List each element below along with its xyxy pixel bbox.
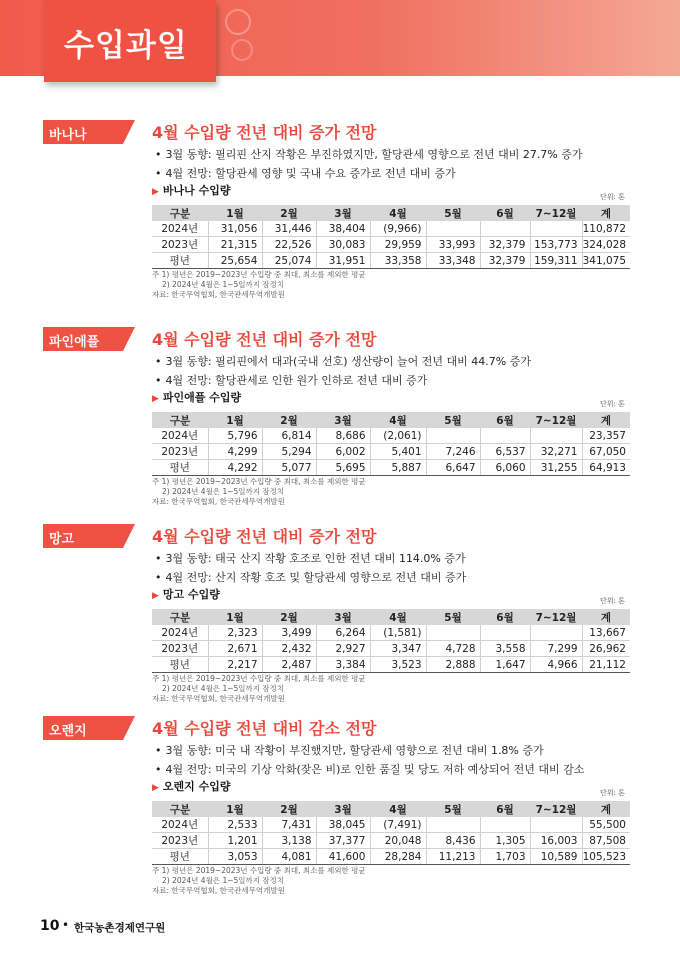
footnote [152, 270, 366, 300]
footnote [152, 674, 366, 704]
table-row [152, 460, 630, 476]
bullet-text: 4월 전망: 미국의 기상 악화(잦은 비)로 인한 품질 및 당도 저하 예상되어 전년 대비 감소 [165, 763, 585, 776]
bullet-dot-icon: • [155, 763, 162, 776]
table-cell: 1,201 [208, 833, 262, 849]
column-header: 6월 [480, 801, 530, 817]
footer-organization: 한국농촌경제연구원 [74, 922, 166, 934]
column-header: 구분 [152, 801, 208, 817]
footnote-line-2: 2) 2024년 4월은 1~5일까지 잠정치 [162, 876, 285, 885]
column-header: 5월 [426, 412, 480, 428]
import-table [152, 205, 630, 269]
column-header: 5월 [426, 205, 480, 221]
column-header: 4월 [370, 412, 426, 428]
table-cell [480, 428, 530, 444]
table-cell: 5,077 [262, 460, 316, 476]
column-header: 6월 [480, 412, 530, 428]
footnote [152, 477, 366, 507]
bullet-text: 3월 동향: 태국 산지 작황 호조로 인한 전년 대비 114.0% 증가 [165, 552, 466, 565]
table-cell [530, 221, 582, 237]
table-title-text: 망고 수입량 [162, 588, 220, 601]
table-cell: 38,045 [316, 817, 370, 833]
bullet-item [155, 742, 544, 758]
column-header: 7~12월 [530, 801, 582, 817]
bullet-dot-icon: • [155, 148, 162, 161]
table-cell: 41,600 [316, 849, 370, 865]
table-cell: 2,533 [208, 817, 262, 833]
bullet-dot-icon: • [155, 744, 162, 757]
table-title [152, 182, 231, 198]
table-row [152, 849, 630, 865]
table-title [152, 586, 220, 602]
table-cell: 33,348 [426, 253, 480, 269]
page-title: 수입과일 [64, 28, 188, 64]
bullet-item [155, 761, 584, 777]
bullet-text: 4월 전망: 할당관세 영향 및 국내 수요 증가로 전년 대비 증가 [165, 167, 456, 180]
bullet-item [155, 550, 466, 566]
table-cell: 31,056 [208, 221, 262, 237]
table-cell: 2023년 [152, 641, 208, 657]
triangle-right-icon: ▶ [152, 783, 159, 793]
footnote-source: 자료: 한국무역협회, 한국관세무역개발원 [152, 694, 285, 703]
section-headline: 4월 수입량 전년 대비 증가 전망 [152, 123, 377, 142]
section-headline: 4월 수입량 전년 대비 증가 전망 [152, 330, 377, 349]
footnote-line-2: 2) 2024년 4월은 1~5일까지 잠정치 [162, 280, 285, 289]
column-header: 계 [582, 801, 630, 817]
table-cell: 23,357 [582, 428, 630, 444]
category-tag-label: 파인애플 [49, 335, 100, 350]
import-table [152, 609, 630, 673]
table-cell: 2,487 [262, 657, 316, 673]
table-cell: 37,377 [316, 833, 370, 849]
table-cell: 6,264 [316, 625, 370, 641]
bullet-item [155, 146, 583, 162]
table-cell: 2024년 [152, 428, 208, 444]
column-header: 7~12월 [530, 205, 582, 221]
table-cell: 153,773 [530, 237, 582, 253]
table-cell: 341,075 [582, 253, 630, 269]
table-cell: 8,686 [316, 428, 370, 444]
unit-label: 단위: 톤 [600, 193, 625, 201]
table-cell: 87,508 [582, 833, 630, 849]
column-header: 구분 [152, 609, 208, 625]
table-header-row [152, 801, 630, 817]
footnote-source: 자료: 한국무역협회, 한국관세무역개발원 [152, 886, 285, 895]
table-cell: 6,002 [316, 444, 370, 460]
table-cell: 30,083 [316, 237, 370, 253]
table-cell: 2,888 [426, 657, 480, 673]
table-cell: 22,526 [262, 237, 316, 253]
table-cell: (9,966) [370, 221, 426, 237]
column-header: 7~12월 [530, 412, 582, 428]
column-header: 2월 [262, 205, 316, 221]
bullet-text: 3월 동향: 필리핀 산지 작황은 부진하였지만, 할당관세 영향으로 전년 대비 27.7% 증가 [165, 148, 583, 161]
table-cell: 1,703 [480, 849, 530, 865]
table-cell: 2024년 [152, 625, 208, 641]
table-title-text: 오렌지 수입량 [162, 780, 231, 793]
table-title-text: 파인애플 수입량 [162, 391, 242, 404]
table-cell: 3,558 [480, 641, 530, 657]
table-cell: 4,081 [262, 849, 316, 865]
bullet-text: 3월 동향: 미국 내 작황이 부진했지만, 할당관세 영향으로 전년 대비 1.8% 증가 [165, 744, 544, 757]
bullet-dot-icon: • [155, 571, 162, 584]
table-cell: 2024년 [152, 221, 208, 237]
table-cell: 5,294 [262, 444, 316, 460]
footnote-source: 자료: 한국무역협회, 한국관세무역개발원 [152, 290, 285, 299]
table-cell: 67,050 [582, 444, 630, 460]
table-cell: 33,993 [426, 237, 480, 253]
table-cell: 3,384 [316, 657, 370, 673]
footnote-line-2: 2) 2024년 4월은 1~5일까지 잠정치 [162, 487, 285, 496]
table-cell: 11,213 [426, 849, 480, 865]
table-row [152, 817, 630, 833]
footnote [152, 866, 366, 896]
table-row [152, 657, 630, 673]
table-cell: 3,347 [370, 641, 426, 657]
table-cell: 2023년 [152, 833, 208, 849]
table-cell: 2,323 [208, 625, 262, 641]
table-header-row [152, 412, 630, 428]
table-cell: 5,887 [370, 460, 426, 476]
table-cell: 13,667 [582, 625, 630, 641]
page-number: 10 [40, 918, 60, 934]
category-tag [43, 120, 135, 144]
column-header: 구분 [152, 412, 208, 428]
table-row [152, 444, 630, 460]
table-header-row [152, 205, 630, 221]
table-cell [530, 625, 582, 641]
table-cell: 7,246 [426, 444, 480, 460]
table-title [152, 778, 231, 794]
triangle-right-icon: ▶ [152, 394, 159, 404]
table-cell: 2023년 [152, 237, 208, 253]
column-header: 구분 [152, 205, 208, 221]
column-header: 1월 [208, 205, 262, 221]
category-tag [43, 327, 135, 351]
table-cell: 5,401 [370, 444, 426, 460]
table-row [152, 237, 630, 253]
column-header: 4월 [370, 205, 426, 221]
table-cell: 2024년 [152, 817, 208, 833]
table-cell: 6,647 [426, 460, 480, 476]
import-table [152, 412, 630, 476]
table-cell: 4,292 [208, 460, 262, 476]
table-cell: 21,112 [582, 657, 630, 673]
column-header: 2월 [262, 801, 316, 817]
table-cell [480, 817, 530, 833]
column-header: 계 [582, 412, 630, 428]
footnote-source: 자료: 한국무역협회, 한국관세무역개발원 [152, 497, 285, 506]
category-tag [43, 716, 135, 740]
column-header: 1월 [208, 609, 262, 625]
column-header: 5월 [426, 801, 480, 817]
table-cell: 25,654 [208, 253, 262, 269]
column-header: 1월 [208, 801, 262, 817]
bullet-text: 4월 전망: 할당관세로 인한 원가 인하로 전년 대비 증가 [165, 374, 428, 387]
table-cell: 2,927 [316, 641, 370, 657]
table-cell: 55,500 [582, 817, 630, 833]
table-cell: 5,695 [316, 460, 370, 476]
fruit-decoration-icon [218, 0, 258, 76]
table-cell [530, 817, 582, 833]
bullet-dot-icon: • [155, 355, 162, 368]
table-cell: 38,404 [316, 221, 370, 237]
triangle-right-icon: ▶ [152, 187, 159, 197]
table-cell: 2,671 [208, 641, 262, 657]
table-row [152, 253, 630, 269]
unit-label: 단위: 톤 [600, 400, 625, 408]
table-cell: 31,255 [530, 460, 582, 476]
footer-separator: • [62, 918, 70, 932]
column-header: 3월 [316, 205, 370, 221]
table-cell: 1,647 [480, 657, 530, 673]
table-cell: 28,284 [370, 849, 426, 865]
table-title [152, 389, 241, 405]
table-cell: 16,003 [530, 833, 582, 849]
column-header: 5월 [426, 609, 480, 625]
section-headline: 4월 수입량 전년 대비 감소 전망 [152, 719, 377, 738]
table-cell [426, 625, 480, 641]
category-tag-label: 오렌지 [49, 724, 87, 739]
table-header-row [152, 609, 630, 625]
table-cell: 6,537 [480, 444, 530, 460]
bullet-item [155, 353, 531, 369]
table-cell: 평년 [152, 849, 208, 865]
footnote-line-1: 주 1) 평년은 2019~2023년 수입량 중 최대, 최소를 제외한 평균 [152, 866, 366, 875]
table-cell: 2023년 [152, 444, 208, 460]
column-header: 2월 [262, 412, 316, 428]
table-cell: 110,872 [582, 221, 630, 237]
table-cell: 33,358 [370, 253, 426, 269]
section-headline: 4월 수입량 전년 대비 증가 전망 [152, 527, 377, 546]
table-cell: 4,966 [530, 657, 582, 673]
import-table [152, 801, 630, 865]
table-cell: 32,271 [530, 444, 582, 460]
table-cell: 7,431 [262, 817, 316, 833]
table-cell: 32,379 [480, 253, 530, 269]
table-cell: 7,299 [530, 641, 582, 657]
table-cell: 3,053 [208, 849, 262, 865]
unit-label: 단위: 톤 [600, 597, 625, 605]
table-cell: 31,951 [316, 253, 370, 269]
table-cell: (1,581) [370, 625, 426, 641]
column-header: 6월 [480, 205, 530, 221]
table-row [152, 625, 630, 641]
table-cell [480, 625, 530, 641]
table-cell [426, 428, 480, 444]
bullet-item [155, 165, 456, 181]
category-tag-label: 바나나 [49, 128, 87, 143]
table-cell: 8,436 [426, 833, 480, 849]
table-cell: 6,814 [262, 428, 316, 444]
table-cell: 3,138 [262, 833, 316, 849]
table-cell: (2,061) [370, 428, 426, 444]
bullet-text: 3월 동향: 필리핀에서 대과(국내 선호) 생산량이 늘어 전년 대비 44.7% 증가 [165, 355, 531, 368]
table-cell: 6,060 [480, 460, 530, 476]
table-cell: 5,796 [208, 428, 262, 444]
unit-label: 단위: 톤 [600, 789, 625, 797]
bullet-text: 4월 전망: 산지 작황 호조 및 할당관세 영향으로 전년 대비 증가 [165, 571, 467, 584]
category-tag [43, 524, 135, 548]
table-cell: 10,589 [530, 849, 582, 865]
table-cell: 평년 [152, 460, 208, 476]
table-cell: 4,728 [426, 641, 480, 657]
bullet-item [155, 372, 427, 388]
table-row [152, 641, 630, 657]
table-cell: 26,962 [582, 641, 630, 657]
table-cell [530, 428, 582, 444]
triangle-right-icon: ▶ [152, 591, 159, 601]
bullet-item [155, 569, 466, 585]
column-header: 계 [582, 205, 630, 221]
table-cell [480, 221, 530, 237]
table-cell: 1,305 [480, 833, 530, 849]
column-header: 6월 [480, 609, 530, 625]
table-cell: 2,217 [208, 657, 262, 673]
bullet-dot-icon: • [155, 167, 162, 180]
table-cell: 64,913 [582, 460, 630, 476]
footnote-line-1: 주 1) 평년은 2019~2023년 수입량 중 최대, 최소를 제외한 평균 [152, 674, 366, 683]
column-header: 3월 [316, 609, 370, 625]
table-cell: 324,028 [582, 237, 630, 253]
bullet-dot-icon: • [155, 374, 162, 387]
table-cell: 31,446 [262, 221, 316, 237]
footnote-line-1: 주 1) 평년은 2019~2023년 수입량 중 최대, 최소를 제외한 평균 [152, 477, 366, 486]
footnote-line-1: 주 1) 평년은 2019~2023년 수입량 중 최대, 최소를 제외한 평균 [152, 270, 366, 279]
table-row [152, 221, 630, 237]
table-cell: 21,315 [208, 237, 262, 253]
column-header: 3월 [316, 412, 370, 428]
column-header: 1월 [208, 412, 262, 428]
table-cell [426, 817, 480, 833]
bullet-dot-icon: • [155, 552, 162, 565]
table-row [152, 833, 630, 849]
footnote-line-2: 2) 2024년 4월은 1~5일까지 잠정치 [162, 684, 285, 693]
table-cell: 159,311 [530, 253, 582, 269]
column-header: 계 [582, 609, 630, 625]
table-cell: 3,499 [262, 625, 316, 641]
table-cell: 20,048 [370, 833, 426, 849]
table-cell: 105,523 [582, 849, 630, 865]
category-tag-label: 망고 [49, 532, 75, 547]
column-header: 7~12월 [530, 609, 582, 625]
table-row [152, 428, 630, 444]
table-cell: (7,491) [370, 817, 426, 833]
table-cell: 25,074 [262, 253, 316, 269]
table-title-text: 바나나 수입량 [162, 184, 231, 197]
table-cell [426, 221, 480, 237]
table-cell: 평년 [152, 253, 208, 269]
column-header: 4월 [370, 801, 426, 817]
table-cell: 2,432 [262, 641, 316, 657]
column-header: 2월 [262, 609, 316, 625]
column-header: 4월 [370, 609, 426, 625]
table-cell: 32,379 [480, 237, 530, 253]
table-cell: 평년 [152, 657, 208, 673]
table-cell: 4,299 [208, 444, 262, 460]
table-cell: 29,959 [370, 237, 426, 253]
table-cell: 3,523 [370, 657, 426, 673]
column-header: 3월 [316, 801, 370, 817]
